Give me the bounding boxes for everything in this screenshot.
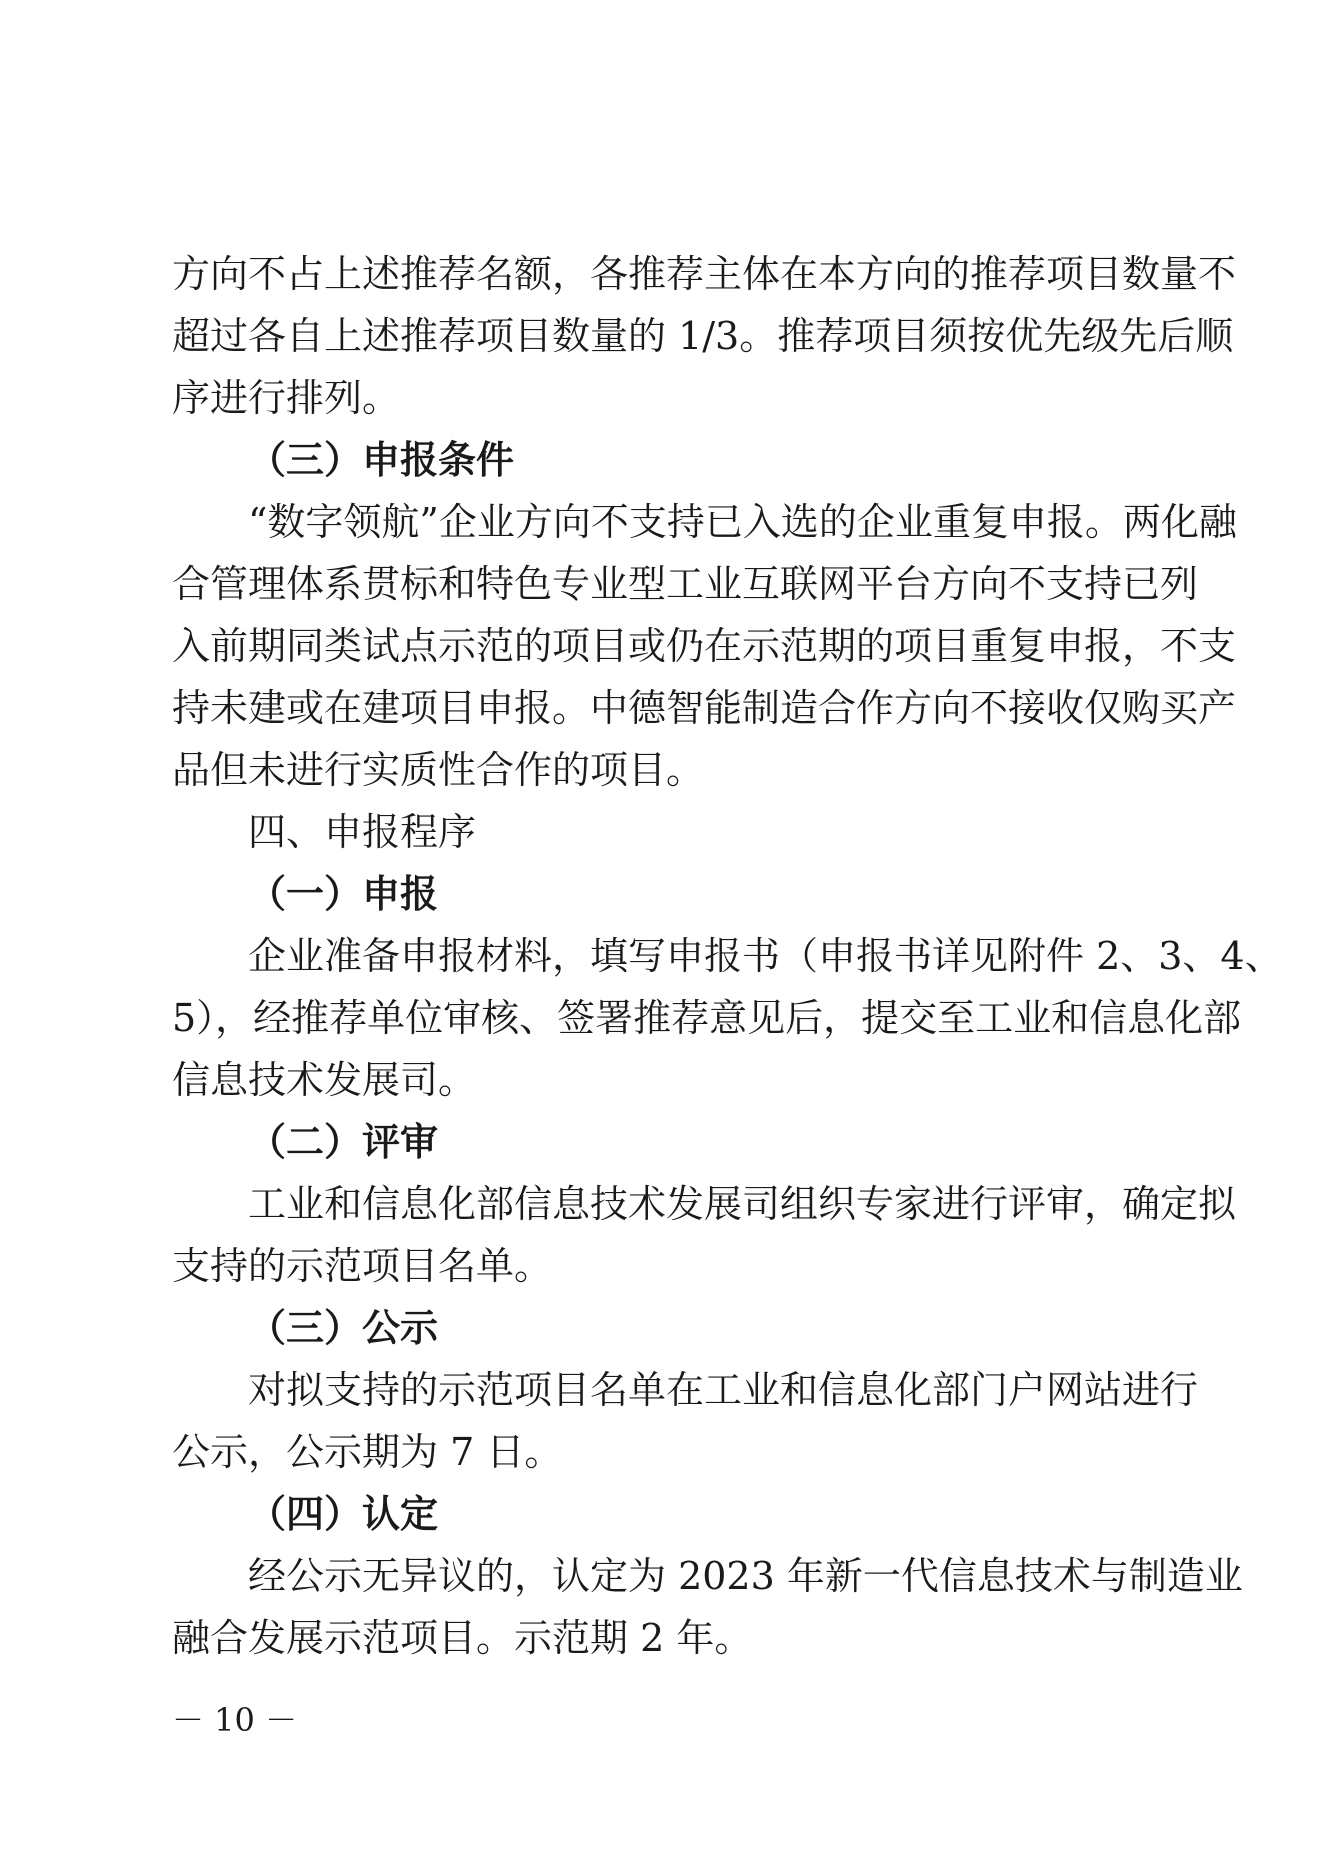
paragraph-line: 工业和信息化部信息技术发展司组织专家进行评审，确定拟 (248, 1182, 1237, 1226)
paragraph-line: 品但未进行实质性合作的项目。 (172, 748, 705, 792)
paragraph-line: 5），经推荐单位审核、签署推荐意见后，提交至工业和信息化部 (172, 996, 1242, 1040)
paragraph-line: 支持的示范项目名单。 (172, 1244, 553, 1288)
paragraph-line: 持未建或在建项目申报。中德智能制造合作方向不接收仅购买产 (172, 686, 1237, 730)
paragraph-line: 对拟支持的示范项目名单在工业和信息化部门户网站进行 (248, 1368, 1199, 1412)
section-heading: （三）申报条件 (248, 438, 515, 482)
paragraph-line: 序进行排列。 (172, 376, 401, 420)
paragraph-line: 公示，公示期为 7 日。 (172, 1430, 563, 1474)
paragraph-line: 经公示无异议的，认定为 2023 年新一代信息技术与制造业 (248, 1554, 1243, 1598)
paragraph-line: “数字领航”企业方向不支持已入选的企业重复申报。两化融 (248, 500, 1237, 544)
paragraph-line: 企业准备申报材料，填写申报书（申报书详见附件 2、3、4、 (248, 934, 1283, 978)
section-heading: （二）评审 (248, 1120, 439, 1164)
page-number: － 10 － (172, 1701, 298, 1739)
paragraph-line: 超过各自上述推荐项目数量的 1/3。推荐项目须按优先级先后顺 (172, 314, 1234, 358)
paragraph-line: 融合发展示范项目。示范期 2 年。 (172, 1616, 753, 1660)
section-heading: （一）申报 (248, 872, 439, 916)
section-heading: （三）公示 (248, 1306, 439, 1350)
paragraph-line: 方向不占上述推荐名额，各推荐主体在本方向的推荐项目数量不 (172, 252, 1237, 296)
paragraph-line: 信息技术发展司。 (172, 1058, 477, 1102)
paragraph-line: 合管理体系贯标和特色专业型工业互联网平台方向不支持已列 (172, 562, 1199, 606)
paragraph-line: 入前期同类试点示范的项目或仍在示范期的项目重复申报，不支 (172, 624, 1237, 668)
chapter-heading: 四、申报程序 (248, 810, 477, 854)
section-heading: （四）认定 (248, 1492, 439, 1536)
